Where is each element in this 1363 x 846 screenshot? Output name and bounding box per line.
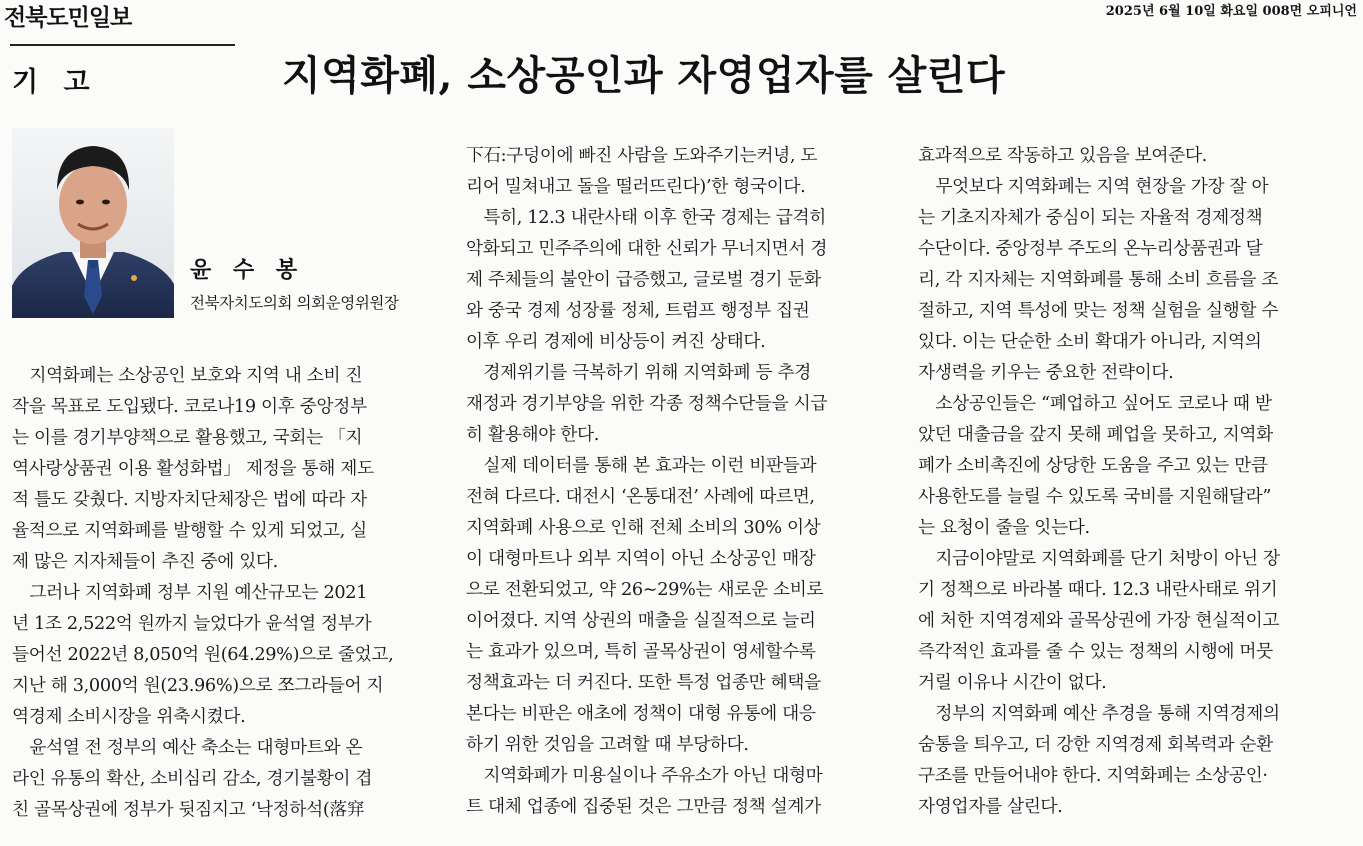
article-headline: 지역화폐, 소상공인과 자영업자를 살린다 [282, 52, 1006, 99]
text-line: 윤석열 전 정부의 예산 축소는 대형마트와 온 [12, 738, 363, 758]
text-line: 제 많은 지자체들이 추진 중에 있다. [12, 552, 278, 572]
article-paragraph [12, 733, 440, 826]
text-line: 이후 우리 경제에 비상등이 켜진 상태다. [466, 332, 766, 352]
text-line: 숨통을 틔우고, 더 강한 지역경제 회복력과 순환 [918, 735, 1273, 755]
article-paragraph [466, 451, 896, 761]
text-line: 라인 유통의 확산, 소비심리 감소, 경기불황이 겹 [12, 769, 373, 789]
text-line: 지난 해 3,000억 원(23.96%)으로 쪼그라들어 지 [12, 676, 384, 696]
article-paragraph [918, 699, 1350, 823]
text-line: 적 틀도 갖췄다. 지방자치단체장은 법에 따라 자 [12, 490, 367, 510]
section-label: 기 고 [12, 67, 98, 98]
text-line: 정부의 지역화폐 예산 추경을 통해 지역경제의 [918, 704, 1280, 724]
text-line: 특히, 12.3 내란사태 이후 한국 경제는 급격히 [466, 208, 827, 228]
text-line: 그러나 지역화폐 정부 지원 예산규모는 2021 [12, 583, 368, 603]
article-paragraph [466, 141, 896, 203]
text-line: 거릴 이유나 시간이 없다. [918, 673, 1107, 693]
text-line: 있다. 이는 단순한 소비 확대가 아니라, 지역의 [918, 332, 1262, 352]
article-paragraph [918, 544, 1350, 699]
issue-dateline: 2025년 6월 10일 화요일 008면 오피니언 [1105, 4, 1357, 19]
article-paragraph [12, 361, 440, 578]
text-line: 작을 목표로 도입됐다. 코로나19 이후 중앙정부 [12, 397, 367, 417]
text-line: 구조를 만들어내야 한다. 지역화폐는 소상공인· [918, 766, 1268, 786]
author-photo [12, 128, 174, 318]
article-paragraph [466, 761, 896, 823]
text-line: 히 활용해야 한다. [466, 425, 599, 445]
text-line: 하기 위한 것임을 고려할 때 부당하다. [466, 735, 749, 755]
text-line: 소상공인들은 “폐업하고 싶어도 코로나 때 받 [918, 394, 1272, 414]
text-line: 년 1조 2,522억 원까지 늘었다가 윤석열 정부가 [12, 614, 372, 634]
text-line: 으로 전환되었고, 약 26∼29%는 새로운 소비로 [466, 580, 824, 600]
text-line: 이 대형마트나 외부 지역이 아닌 소상공인 매장 [466, 549, 816, 569]
text-line: 친 골목상권에 정부가 뒷짐지고 ‘낙정하석(落穽 [12, 800, 365, 820]
text-line: 는 기초지자체가 중심이 되는 자율적 경제정책 [918, 208, 1263, 228]
article-column-2 [466, 141, 896, 823]
text-line: 들어선 2022년 8,050억 원(64.29%)으로 줄었고, [12, 645, 394, 665]
text-line: 이어졌다. 지역 상권의 매출을 실질적으로 늘리 [466, 611, 816, 631]
text-line: 폐가 소비촉진에 상당한 도움을 주고 있는 만큼 [918, 456, 1268, 476]
text-line: 무엇보다 지역화폐는 지역 현장을 가장 잘 아 [918, 177, 1269, 197]
article-column-1 [12, 361, 440, 826]
article-paragraph [466, 203, 896, 358]
newspaper-masthead: 전북도민일보 [4, 4, 132, 31]
article-paragraph [918, 172, 1350, 389]
author-name: 윤 수 봉 [190, 257, 305, 283]
author-title: 전북자치도의회 의회운영위원장 [190, 294, 399, 312]
text-line: 지금이야말로 지역화폐를 단기 처방이 아닌 장 [918, 549, 1280, 569]
text-line: 기 정책으로 바라볼 때다. 12.3 내란사태로 위기 [918, 580, 1278, 600]
text-line: 는 요청이 줄을 잇는다. [918, 518, 1090, 538]
text-line: 본다는 비판은 애초에 정책이 대형 유통에 대응 [466, 704, 816, 724]
text-line: 는 효과가 있으며, 특히 골목상권이 영세할수록 [466, 642, 816, 662]
text-line: 지역화폐는 소상공인 보호와 지역 내 소비 진 [12, 366, 363, 386]
text-line: 제 주체들의 불안이 급증했고, 글로벌 경기 둔화 [466, 270, 821, 290]
text-line: 재정과 경기부양을 위한 각종 정책수단들을 시급 [466, 394, 828, 414]
text-line: 정책효과는 더 커진다. 또한 특정 업종만 혜택을 [466, 673, 821, 693]
text-line: 지역화폐 사용으로 인해 전체 소비의 30% 이상 [466, 518, 821, 538]
text-line: 와 중국 경제 성장률 정체, 트럼프 행정부 집권 [466, 301, 810, 321]
text-line: 즉각적인 효과를 줄 수 있는 정책의 시행에 머뭇 [918, 642, 1273, 662]
text-line: 율적으로 지역화폐를 발행할 수 있게 되었고, 실 [12, 521, 367, 541]
article-paragraph [918, 389, 1350, 544]
text-line: 자생력을 키우는 중요한 전략이다. [918, 363, 1174, 383]
article-paragraph [466, 358, 896, 451]
text-line: 수단이다. 중앙정부 주도의 온누리상품권과 달 [918, 239, 1263, 259]
text-line: 역경제 소비시장을 위축시켰다. [12, 707, 246, 727]
text-line: 절하고, 지역 특성에 맞는 정책 실험을 실행할 수 [918, 301, 1279, 321]
text-line: 효과적으로 작동하고 있음을 보여준다. [918, 146, 1207, 166]
section-divider [10, 44, 235, 46]
article-column-3 [918, 141, 1350, 823]
text-line: 실제 데이터를 통해 본 효과는 이런 비판들과 [466, 456, 817, 476]
text-line: 경제위기를 극복하기 위해 지역화폐 등 추경 [466, 363, 811, 383]
text-line: 는 이를 경기부양책으로 활용했고, 국회는 「지 [12, 428, 363, 448]
article-paragraph [918, 141, 1350, 172]
text-line: 자영업자를 살린다. [918, 797, 1063, 817]
text-line: 지역화폐가 미용실이나 주유소가 아닌 대형마 [466, 766, 823, 786]
text-line: 았던 대출금을 갚지 못해 폐업을 못하고, 지역화 [918, 425, 1273, 445]
text-line: 리어 밀쳐내고 돌을 떨러뜨린다)’한 형국이다. [466, 177, 806, 197]
text-line: 리, 각 지자체는 지역화폐를 통해 소비 흐름을 조 [918, 270, 1279, 290]
text-line: 下石:구덩이에 빠진 사람을 도와주기는커녕, 도 [466, 146, 818, 166]
text-line: 전혀 다르다. 대전시 ‘온통대전’ 사례에 따르면, [466, 487, 815, 507]
text-line: 역사랑상품권 이용 활성화법」 제정을 통해 제도 [12, 459, 374, 479]
text-line: 사용한도를 늘릴 수 있도록 국비를 지원해달라” [918, 487, 1272, 507]
text-line: 악화되고 민주주의에 대한 신뢰가 무너지면서 경 [466, 239, 828, 259]
text-line: 트 대체 업종에 집중된 것은 그만큼 정책 설계가 [466, 797, 821, 817]
text-line: 에 처한 지역경제와 골목상권에 가장 현실적이고 [918, 611, 1280, 631]
article-paragraph [12, 578, 440, 733]
